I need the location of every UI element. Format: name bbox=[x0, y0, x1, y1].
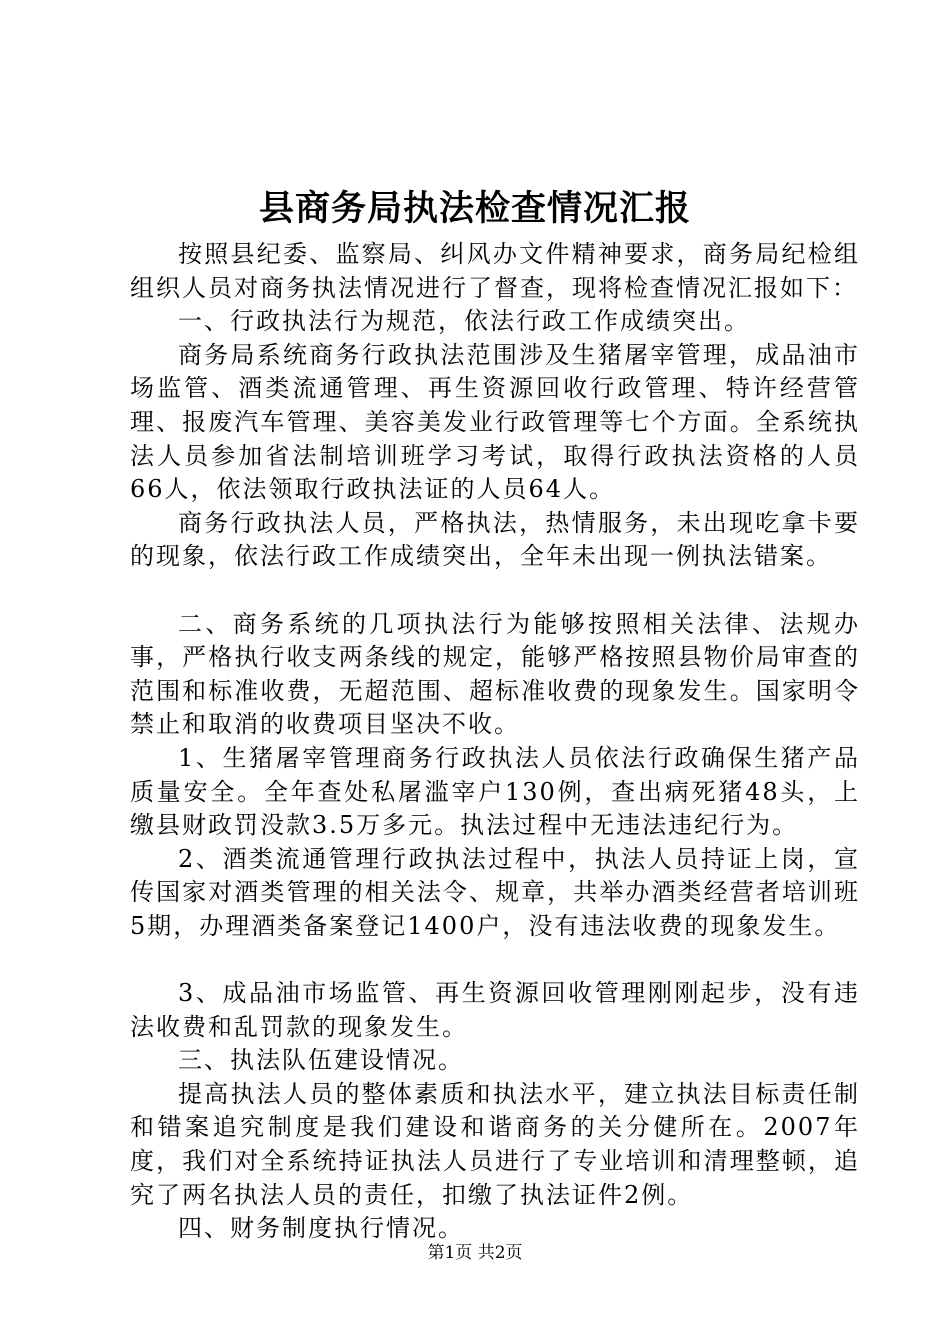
section-2-item-1: 1、生猪屠宰管理商务行政执法人员依法行政确保生猪产品质量安全。全年查处私屠滥宰户130例，查出病死猪48头，上缴县财政罚没款3.5万多元。执法过程中无违法违纪行为。 bbox=[130, 743, 860, 840]
page-footer: 第1页 共2页 bbox=[427, 1243, 523, 1263]
section-1-heading: 一、行政执法行为规范，依法行政工作成绩突出。 bbox=[178, 307, 750, 336]
document-title: 县商务局执法检查情况汇报 bbox=[258, 188, 691, 229]
intro-paragraph: 按照县纪委、监察局、纠风办文件精神要求，商务局纪检组组织人员对商务执法情况进行了督查，现将检查情况汇报如下： bbox=[130, 240, 860, 302]
section-1-paragraph-scope: 商务局系统商务行政执法范围涉及生猪屠宰管理，成品油市场监管、酒类流通管理、再生资源回收行政管理、特许经营管理、报废汽车管理、美容美发业行政管理等七个方面。全系统执法人员参加省法制培训班学习考试，取得行政执法资格的人员66人，依法领取行政执法证的人员64人。 bbox=[130, 340, 860, 504]
section-3-heading: 三、执法队伍建设情况。 bbox=[178, 1046, 464, 1075]
section-2-heading: 二、商务系统的几项执法行为能够按照相关法律、法规办事，严格执行收支两条线的规定，能够严格按照县物价局审查的范围和标准收费，无超范围、超标准收费的现象发生。国家明令禁止和取消的收费项目坚决不收。 bbox=[130, 609, 860, 739]
section-4-heading: 四、财务制度执行情况。 bbox=[178, 1214, 464, 1243]
section-3-paragraph: 提高执法人员的整体素质和执法水平，建立执法目标责任制和错案追究制度是我们建设和谐商务的关分健所在。2007年度，我们对全系统持证执法人员进行了专业培训和清理整顿，追究了两名执法人员的责任，扣缴了执法证件2例。 bbox=[130, 1079, 860, 1209]
document-body bbox=[130, 238, 860, 1246]
section-1-paragraph-conduct: 商务行政执法人员，严格执法，热情服务，未出现吃拿卡要的现象，依法行政工作成绩突出，全年未出现一例执法错案。 bbox=[130, 508, 860, 571]
section-2-item-3: 3、成品油市场监管、再生资源回收管理刚刚起步，没有违法收费和乱罚款的现象发生。 bbox=[130, 979, 860, 1041]
section-2-item-2: 2、酒类流通管理行政执法过程中，执法人员持证上岗，宣传国家对酒类管理的相关法令、规章，共举办酒类经营者培训班5期，办理酒类备案登记1400户，没有违法收费的现象发生。 bbox=[130, 844, 860, 940]
